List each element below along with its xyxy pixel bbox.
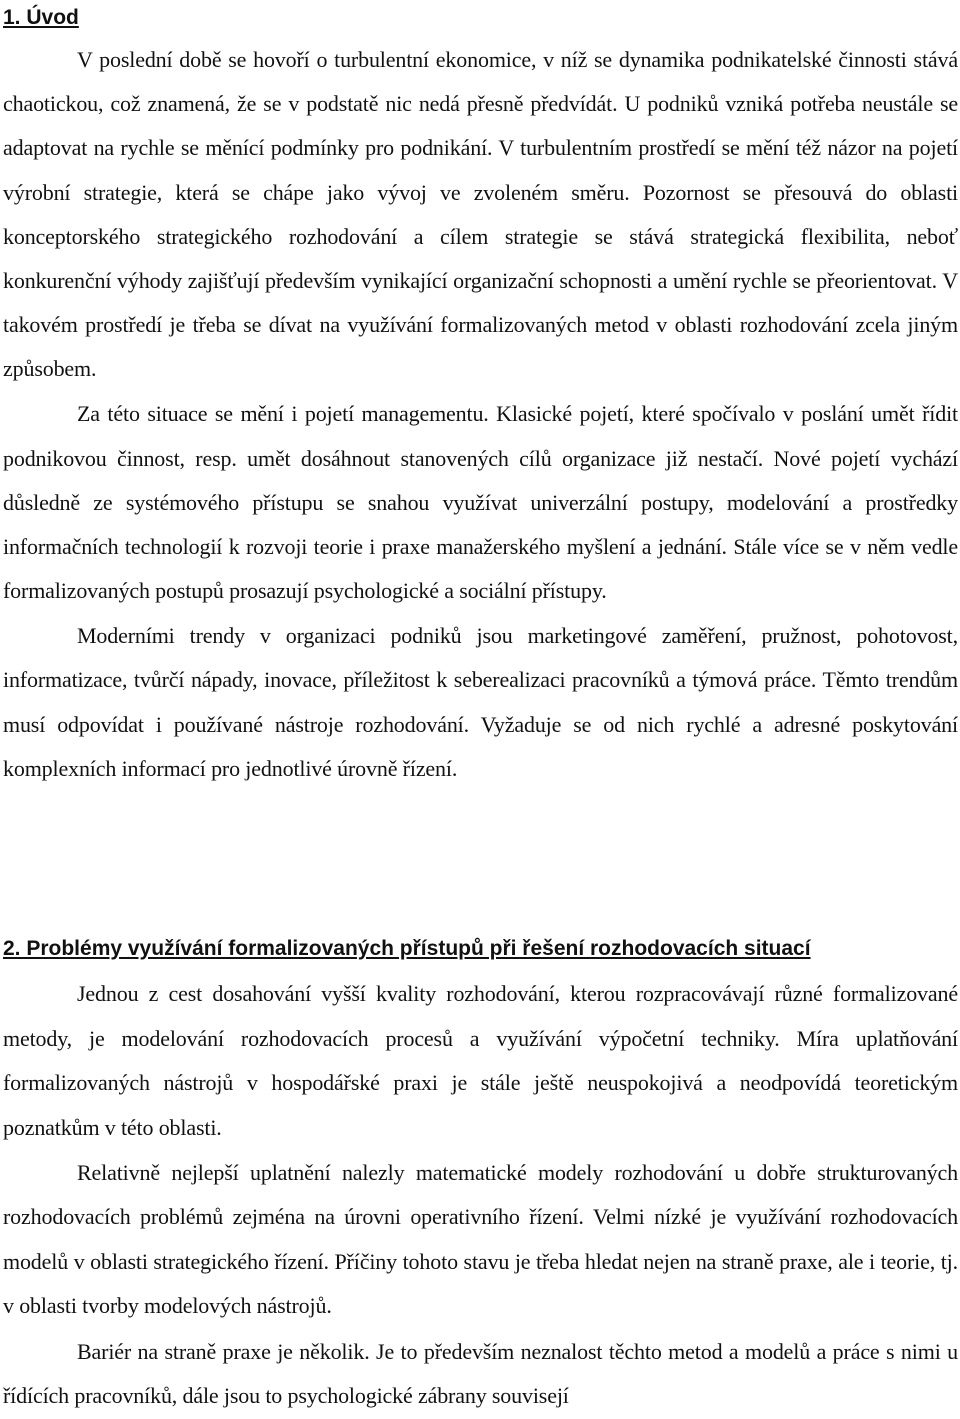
section-1-body	[3, 38, 958, 792]
section-2-paragraph-1: Jednou z cest dosahování vyšší kvality rozhodování, kterou rozpracovávají různé formalizované metody, je modelování rozhodovacích procesů a využívání výpočetní techniky. Míra uplatňování formalizovaných nástrojů v hospodářské praxi je stále ještě neuspokojivá a neodpovídá teoretickým poznatkům v této oblasti.	[3, 981, 958, 1140]
section-2-paragraph-2: Relativně nejlepší uplatnění nalezly matematické modely rozhodování u dobře strukturovaných rozhodovacích problémů zejména na úrovni operativního řízení. Velmi nízké je využívání rozhodovacích modelů v oblasti strategického řízení. Příčiny tohoto stavu je třeba hledat nejen na straně praxe, ale i teorie, tj. v oblasti tvorby modelových nástrojů.	[3, 1159, 958, 1319]
section-2-paragraph-3: Bariér na straně praxe je několik. Je to především neznalost těchto metod a modelů a práce s nimi u řídících pracovníků, dále jsou to psychologické zábrany souvisejí	[3, 1338, 958, 1409]
section-1-heading: 1. Úvod	[3, 6, 79, 29]
section-1-paragraph-2: Za této situace se mění i pojetí managementu. Klasické pojetí, které spočívalo v poslání umět řídit podnikovou činnost, resp. umět dosáhnout stanovených cílů organizace již nestačí. Nové pojetí vychází důsledně ze systémového přístupu se snahou využívat univerzální postupy, modelování a prostředky informačních technologií k rozvoji teorie i praxe manažerského myšlení a jednání. Stále více se v něm vedle formalizovaných postupů prosazují psychologické a sociální přístupy.	[3, 401, 958, 604]
section-1-paragraph-3: Moderními trendy v organizaci podniků jsou marketingové zaměření, pružnost, pohotovost, informatizace, tvůrčí nápady, inovace, příležitost k seberealizaci pracovníků a týmová práce. Těmto trendům musí odpovídat i používané nástroje rozhodování. Vyžaduje se od nich rychlé a adresné poskytování komplexních informací pro jednotlivé úrovně řízení.	[3, 623, 958, 781]
section-2-body	[3, 972, 958, 1419]
section-2-heading: 2. Problémy využívání formalizovaných přístupů při řešení rozhodovacích situací	[3, 937, 811, 960]
section-1-paragraph-1: V poslední době se hovoří o turbulentní ekonomice, v níž se dynamika podnikatelské činnosti stává chaotickou, což znamená, že se v podstatě nic nedá přesně předvídát. U podniků vzniká potřeba neustále se adaptovat na rychle se měnící podmínky pro podnikání. V turbulentním prostředí se mění též názor na pojetí výrobní strategie, která se chápe jako vývoj ve zvoleném směru. Pozornost se přesouvá do oblasti konceptorského strategického rozhodování a cílem strategie se stává strategická flexibilita, neboť konkurenční výhody zajišťují především vynikající organizační schopnosti a umění rychle se přeorientovat. V takovém prostředí je třeba se dívat na využívání formalizovaných metod v oblasti rozhodování zcela jiným způsobem.	[3, 47, 958, 382]
